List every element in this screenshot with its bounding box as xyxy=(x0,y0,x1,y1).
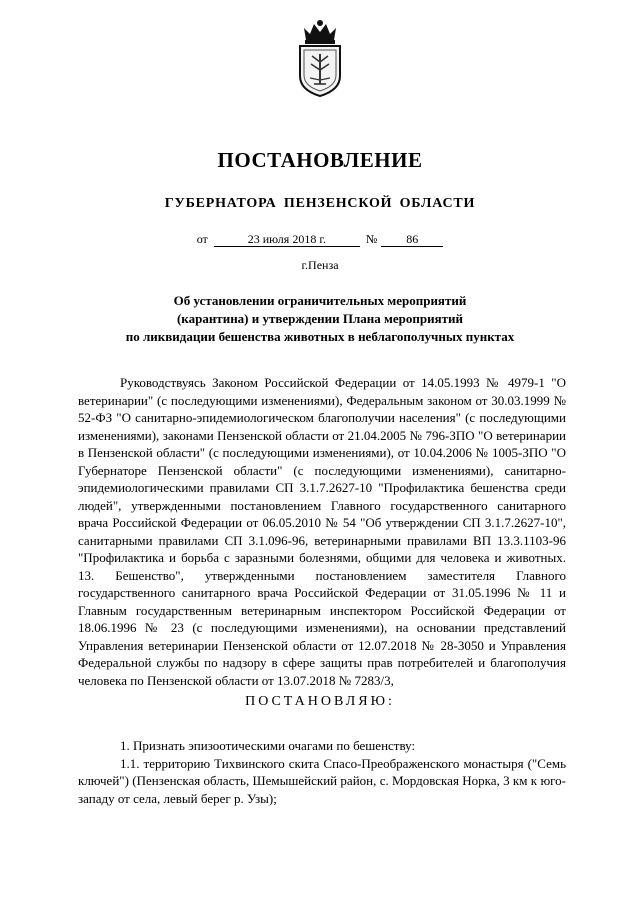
list-item: 1. Признать эпизоотическими очагами по бешенству: xyxy=(120,738,416,753)
dateline xyxy=(0,232,640,247)
document-title: ПОСТАНОВЛЕНИЕ xyxy=(217,148,423,172)
number-label: № xyxy=(365,232,378,246)
decree-heading: ПОСТАНОВЛЯЮ: xyxy=(245,694,395,709)
document-subtitle: ГУБЕРНАТОРА ПЕНЗЕНСКОЙ ОБЛАСТИ xyxy=(164,196,476,211)
document-number: 86 xyxy=(381,232,443,247)
preamble-block xyxy=(78,374,566,689)
list-item: 1.1. территорию Тихвинского скита Спасо-Преображенского монастыря ("Семь ключей") (Пензенская область, Шемышейский район, с. Мордовская Норка, 3 км к юго-западу от села, левый берег р. Узы); xyxy=(78,755,566,806)
penza-coat-of-arms-icon xyxy=(296,18,344,98)
heading-line: (карантина) и утверждении Плана мероприятий xyxy=(176,311,464,326)
heading-line: Об установлении ограничительных мероприятий xyxy=(173,293,467,308)
date-from-label: от xyxy=(196,232,208,246)
document-date: 23 июля 2018 г. xyxy=(214,232,360,247)
preamble-paragraph: Руководствуясь Законом Российской Федерации от 14.05.1993 № 4979-1 "О ветеринарии" (с последующими изменениями), Федеральным законом от 30.03.1999 № 52-ФЗ "О санитарно-эпидемиологическом благополучии населения" (с последующими изменениями), законами Пензенской области от 21.04.2005 № 796-ЗПО "О ветеринарии в Пензенской области" (с последующими изменениями), от 10.04.2006 № 1005-ЗПО "О Губернаторе Пензенской области" (с последующими изменениями), санитарно-эпидемиологическими правилами СП 3.1.7.2627-10 "Профилактика бешенства среди людей", утвержденными постановлением Главного государственного санитарного врача Российской Федерации от 06.05.2010 № 54 "Об утверждении СП 3.1.7.2627-10", санитарными правилами СП 3.1.096-96, ветеринарными правилами ВП 13.3.1103-96 "Профилактика и борьба с заразными болезнями, общими для человека и животных. 13. Бешенство", утвержденными постановлением заместителя Главного государственного санитарного врача Российской Федерации от 31.05.1996 № 11 и Главным государственным ветеринарным инспектором Российской Федерации от 18.06.1996 № 23 (с последующими изменениями), на основании представлений Управления ветеринарии Пензенской области от 12.07.2018 № 28-3050 и Управления Федеральной службы по надзору в сфере защиты прав потребителей и благополучия человека по Пензенской области от 13.07.2018 № 7283/3, xyxy=(78,375,566,688)
city: г.Пенза xyxy=(301,258,339,272)
items-block xyxy=(78,737,566,807)
heading-line: по ликвидации бешенства животных в неблагополучных пунктах xyxy=(125,329,515,344)
document-heading xyxy=(60,292,580,346)
